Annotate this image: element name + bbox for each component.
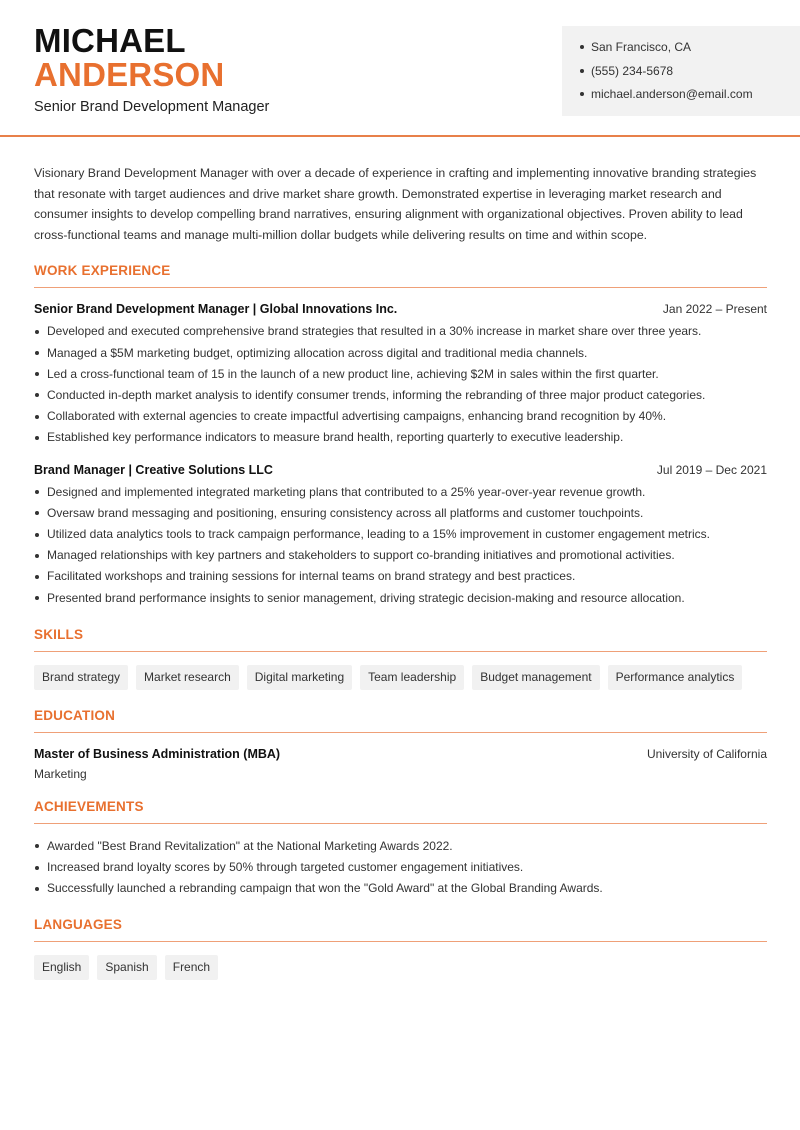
list-item: Oversaw brand messaging and positioning, ensuring consistency across all platforms and customer touchpoints.: [34, 503, 767, 524]
list-item: Established key performance indicators to measure brand health, reporting quarterly to executive leadership.: [34, 427, 767, 448]
contact-phone: (555) 234-5678: [580, 62, 800, 86]
list-item: Utilized data analytics tools to track campaign performance, leading to a 15% improvement in customer engagement metrics.: [34, 524, 767, 545]
list-item: Collaborated with external agencies to create impactful advertising campaigns, enhancing brand recognition by 40%.: [34, 406, 767, 427]
job-role: Senior Brand Development Manager | Global Innovations Inc.: [34, 302, 398, 317]
skill-tag: Team leadership: [360, 665, 464, 690]
job-dates: Jan 2022 – Present: [662, 302, 767, 317]
section-title-work: WORK EXPERIENCE: [34, 263, 767, 288]
section-title-education: EDUCATION: [34, 708, 767, 733]
contact-location: San Francisco, CA: [580, 38, 800, 62]
bullet-icon: [580, 45, 584, 49]
job-bullets: [34, 482, 767, 609]
education-field: Marketing: [34, 766, 87, 781]
skill-tag: Digital marketing: [247, 665, 352, 690]
contact-email: michael.anderson@email.com: [580, 85, 800, 109]
list-item: Designed and implemented integrated marketing plans that contributed to a 25% year-over-year revenue growth.: [34, 482, 767, 503]
list-item: Managed relationships with key partners and stakeholders to support co-branding initiatives and promotional activities.: [34, 545, 767, 566]
resume-header: [0, 0, 800, 137]
language-tag: English: [34, 955, 89, 980]
job-header: [34, 463, 767, 477]
contact-box: [562, 26, 800, 116]
language-tag: Spanish: [97, 955, 156, 980]
education-header: [34, 747, 767, 761]
job-dates: Jul 2019 – Dec 2021: [656, 462, 767, 477]
section-title-skills: SKILLS: [34, 627, 767, 652]
section-title-languages: LANGUAGES: [34, 917, 767, 942]
job-header: [34, 302, 767, 316]
job-bullets: [34, 321, 767, 448]
skill-tag: Market research: [136, 665, 239, 690]
resume-content: [34, 137, 767, 980]
list-item: Successfully launched a rebranding campaign that won the "Gold Award" at the Global Branding Awards.: [34, 878, 767, 899]
languages-list: [34, 955, 767, 980]
section-title-achievements: ACHIEVEMENTS: [34, 799, 767, 824]
list-item: Facilitated workshops and training sessions for internal teams on brand strategy and best practices.: [34, 566, 767, 587]
language-tag: French: [165, 955, 218, 980]
skill-tag: Performance analytics: [608, 665, 743, 690]
list-item: Managed a $5M marketing budget, optimizing allocation across digital and traditional media channels.: [34, 343, 767, 364]
list-item: Awarded "Best Brand Revitalization" at the National Marketing Awards 2022.: [34, 836, 767, 857]
list-item: Led a cross-functional team of 15 in the launch of a new product line, achieving $2M in sales within the first quarter.: [34, 364, 767, 385]
skill-tag: Brand strategy: [34, 665, 128, 690]
skill-tag: Budget management: [472, 665, 599, 690]
summary: Visionary Brand Development Manager with over a decade of experience in crafting and implementing innovative branding strategies that resonate with target audiences and drive market share growth. Demonstrated expertise in leveraging market research and consumer insights to develop compelling brand narratives, ensuring alignment with organizational objectives. Proven ability to lead cross-functional teams and manage multi-million dollar budgets while delivering results on time and within scope.: [34, 166, 757, 242]
list-item: Presented brand performance insights to senior management, driving strategic decision-making and resource allocation.: [34, 588, 767, 609]
job-role: Brand Manager | Creative Solutions LLC: [34, 462, 273, 477]
skills-list: [34, 665, 767, 690]
education-school: University of California: [646, 746, 767, 761]
bullet-icon: [580, 69, 584, 73]
last-name: ANDERSON: [34, 56, 225, 93]
achievements-list: [34, 836, 767, 900]
first-name: MICHAEL: [34, 22, 186, 59]
job-title: Senior Brand Development Manager: [34, 99, 270, 115]
list-item: Developed and executed comprehensive brand strategies that resulted in a 30% increase in market share over three years.: [34, 321, 767, 342]
bullet-icon: [580, 92, 584, 96]
education-degree: Master of Business Administration (MBA): [34, 746, 281, 761]
list-item: Increased brand loyalty scores by 50% through targeted customer engagement initiatives.: [34, 857, 767, 878]
list-item: Conducted in-depth market analysis to identify consumer trends, informing the rebranding of three major product categories.: [34, 385, 767, 406]
